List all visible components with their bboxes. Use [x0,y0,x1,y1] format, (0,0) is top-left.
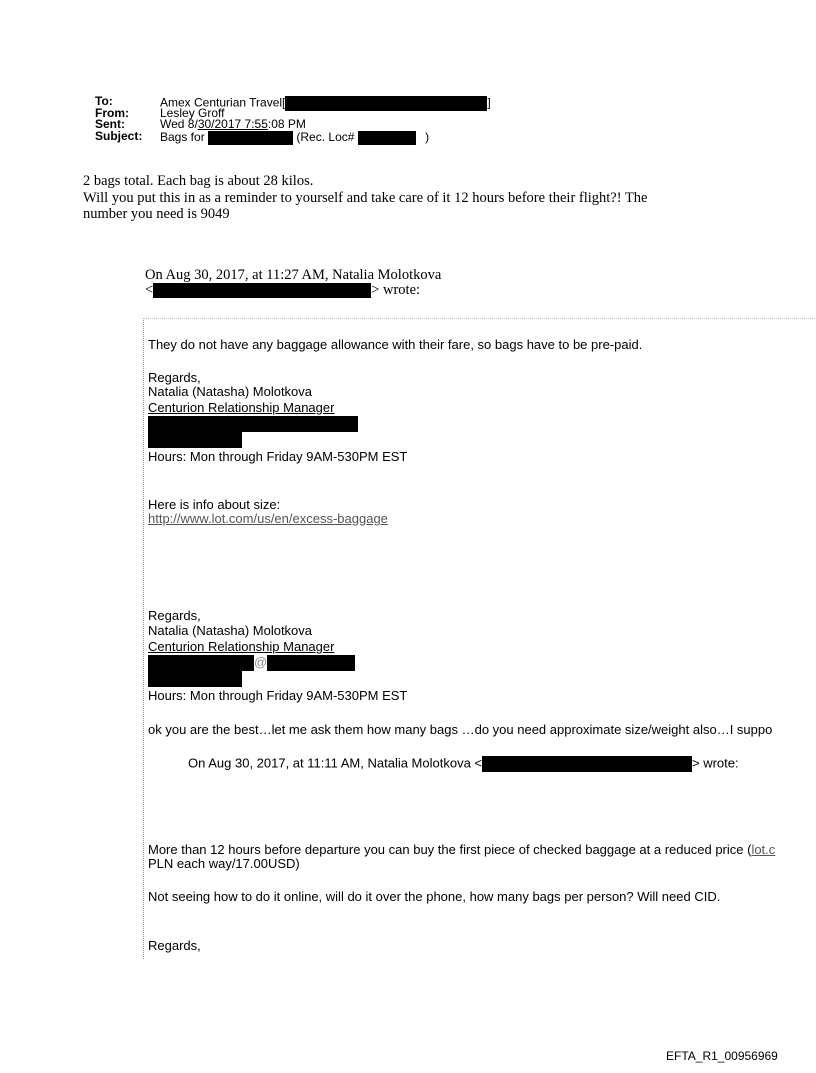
redaction-block [153,283,371,298]
redaction-block [148,671,242,687]
not-seeing-text: Not seeing how to do it online, will do it over the phone, how many bags per person? Will need CID. [148,889,721,904]
sent-part: Wed 8/ [160,117,198,131]
subject-part: (Rec. Loc# [296,129,355,144]
reply-text: ok you are the best…let me ask them how many bags …do you need approximate size/weight also…I suppo [148,722,773,737]
lot-link[interactable]: lot.c [751,842,776,857]
signature-regards: Regards, [148,370,201,385]
redaction-block [148,655,254,671]
size-link[interactable]: http://www.lot.com/us/en/excess-baggage [148,511,388,526]
nested-quote-header [188,756,739,772]
redaction-block [208,131,293,145]
price-line: PLN each way/17.00USD) [148,856,300,871]
quoted-message [143,318,816,959]
signature-name: Natalia (Natasha) Molotkova [148,384,313,399]
signature-regards: Regards, [148,608,201,623]
signature-email [148,655,355,671]
sent-label: Sent: [95,117,125,131]
from-label: From: [95,105,129,120]
sent-part-underlined: 30/2017 7:55 [197,117,268,131]
subject-value [160,131,429,145]
redaction-block [148,432,242,448]
signature-hours: Hours: Mon through Friday 9AM-530PM EST [148,449,408,464]
body-line: Will you put this in as a reminder to yourself and take care of it 12 hours before their flight?! The [83,189,648,206]
subject-part: Bags for [160,129,205,144]
subject-part: ) [425,129,430,144]
to-label: To: [95,94,113,108]
redaction-block [285,96,487,111]
sent-part: :08 PM [267,117,306,131]
quote-header-line [145,283,441,298]
quoted-paragraph: They do not have any baggage allowance with their fare, so bags have to be pre-paid. [148,337,643,352]
redaction-block [267,655,355,671]
quote-header [145,268,441,298]
from-value: Lesley Groff [160,105,225,120]
to-close: ] [487,95,491,110]
size-info: Here is info about size: [148,497,281,512]
body-line: 2 bags total. Each bag is about 28 kilos. [83,173,314,189]
lt-sign: < [145,282,154,298]
document-id: EFTA_R1_00956969 [666,1049,778,1063]
baggage-price-text [148,843,775,857]
closing-regards: Regards, [148,938,201,953]
to-name: Amex Centurian Travel[ [160,95,286,110]
subject-label: Subject: [95,128,143,143]
at-sign: @ [254,654,268,670]
email-body [83,173,647,223]
redaction-block [482,756,692,772]
signature-name: Natalia (Natasha) Molotkova [148,623,313,638]
redaction-block [148,416,358,432]
redaction-block [358,131,416,145]
price-text: More than 12 hours before departure you can buy the first piece of checked baggage at a reduced price ( [148,842,752,857]
signature-hours: Hours: Mon through Friday 9AM-530PM EST [148,688,408,703]
nested-header-text: On Aug 30, 2017, at 11:11 AM, Natalia Molotkova < [188,755,483,771]
signature-title: Centurion Relationship Manager [148,400,335,415]
wrote-text: > wrote: [371,282,421,298]
body-line: number you need is 9049 [83,206,230,222]
signature-title: Centurion Relationship Manager [148,639,335,654]
nested-header-text: > wrote: [692,755,739,771]
quote-header-line: On Aug 30, 2017, at 11:27 AM, Natalia Molotkova [145,267,442,283]
